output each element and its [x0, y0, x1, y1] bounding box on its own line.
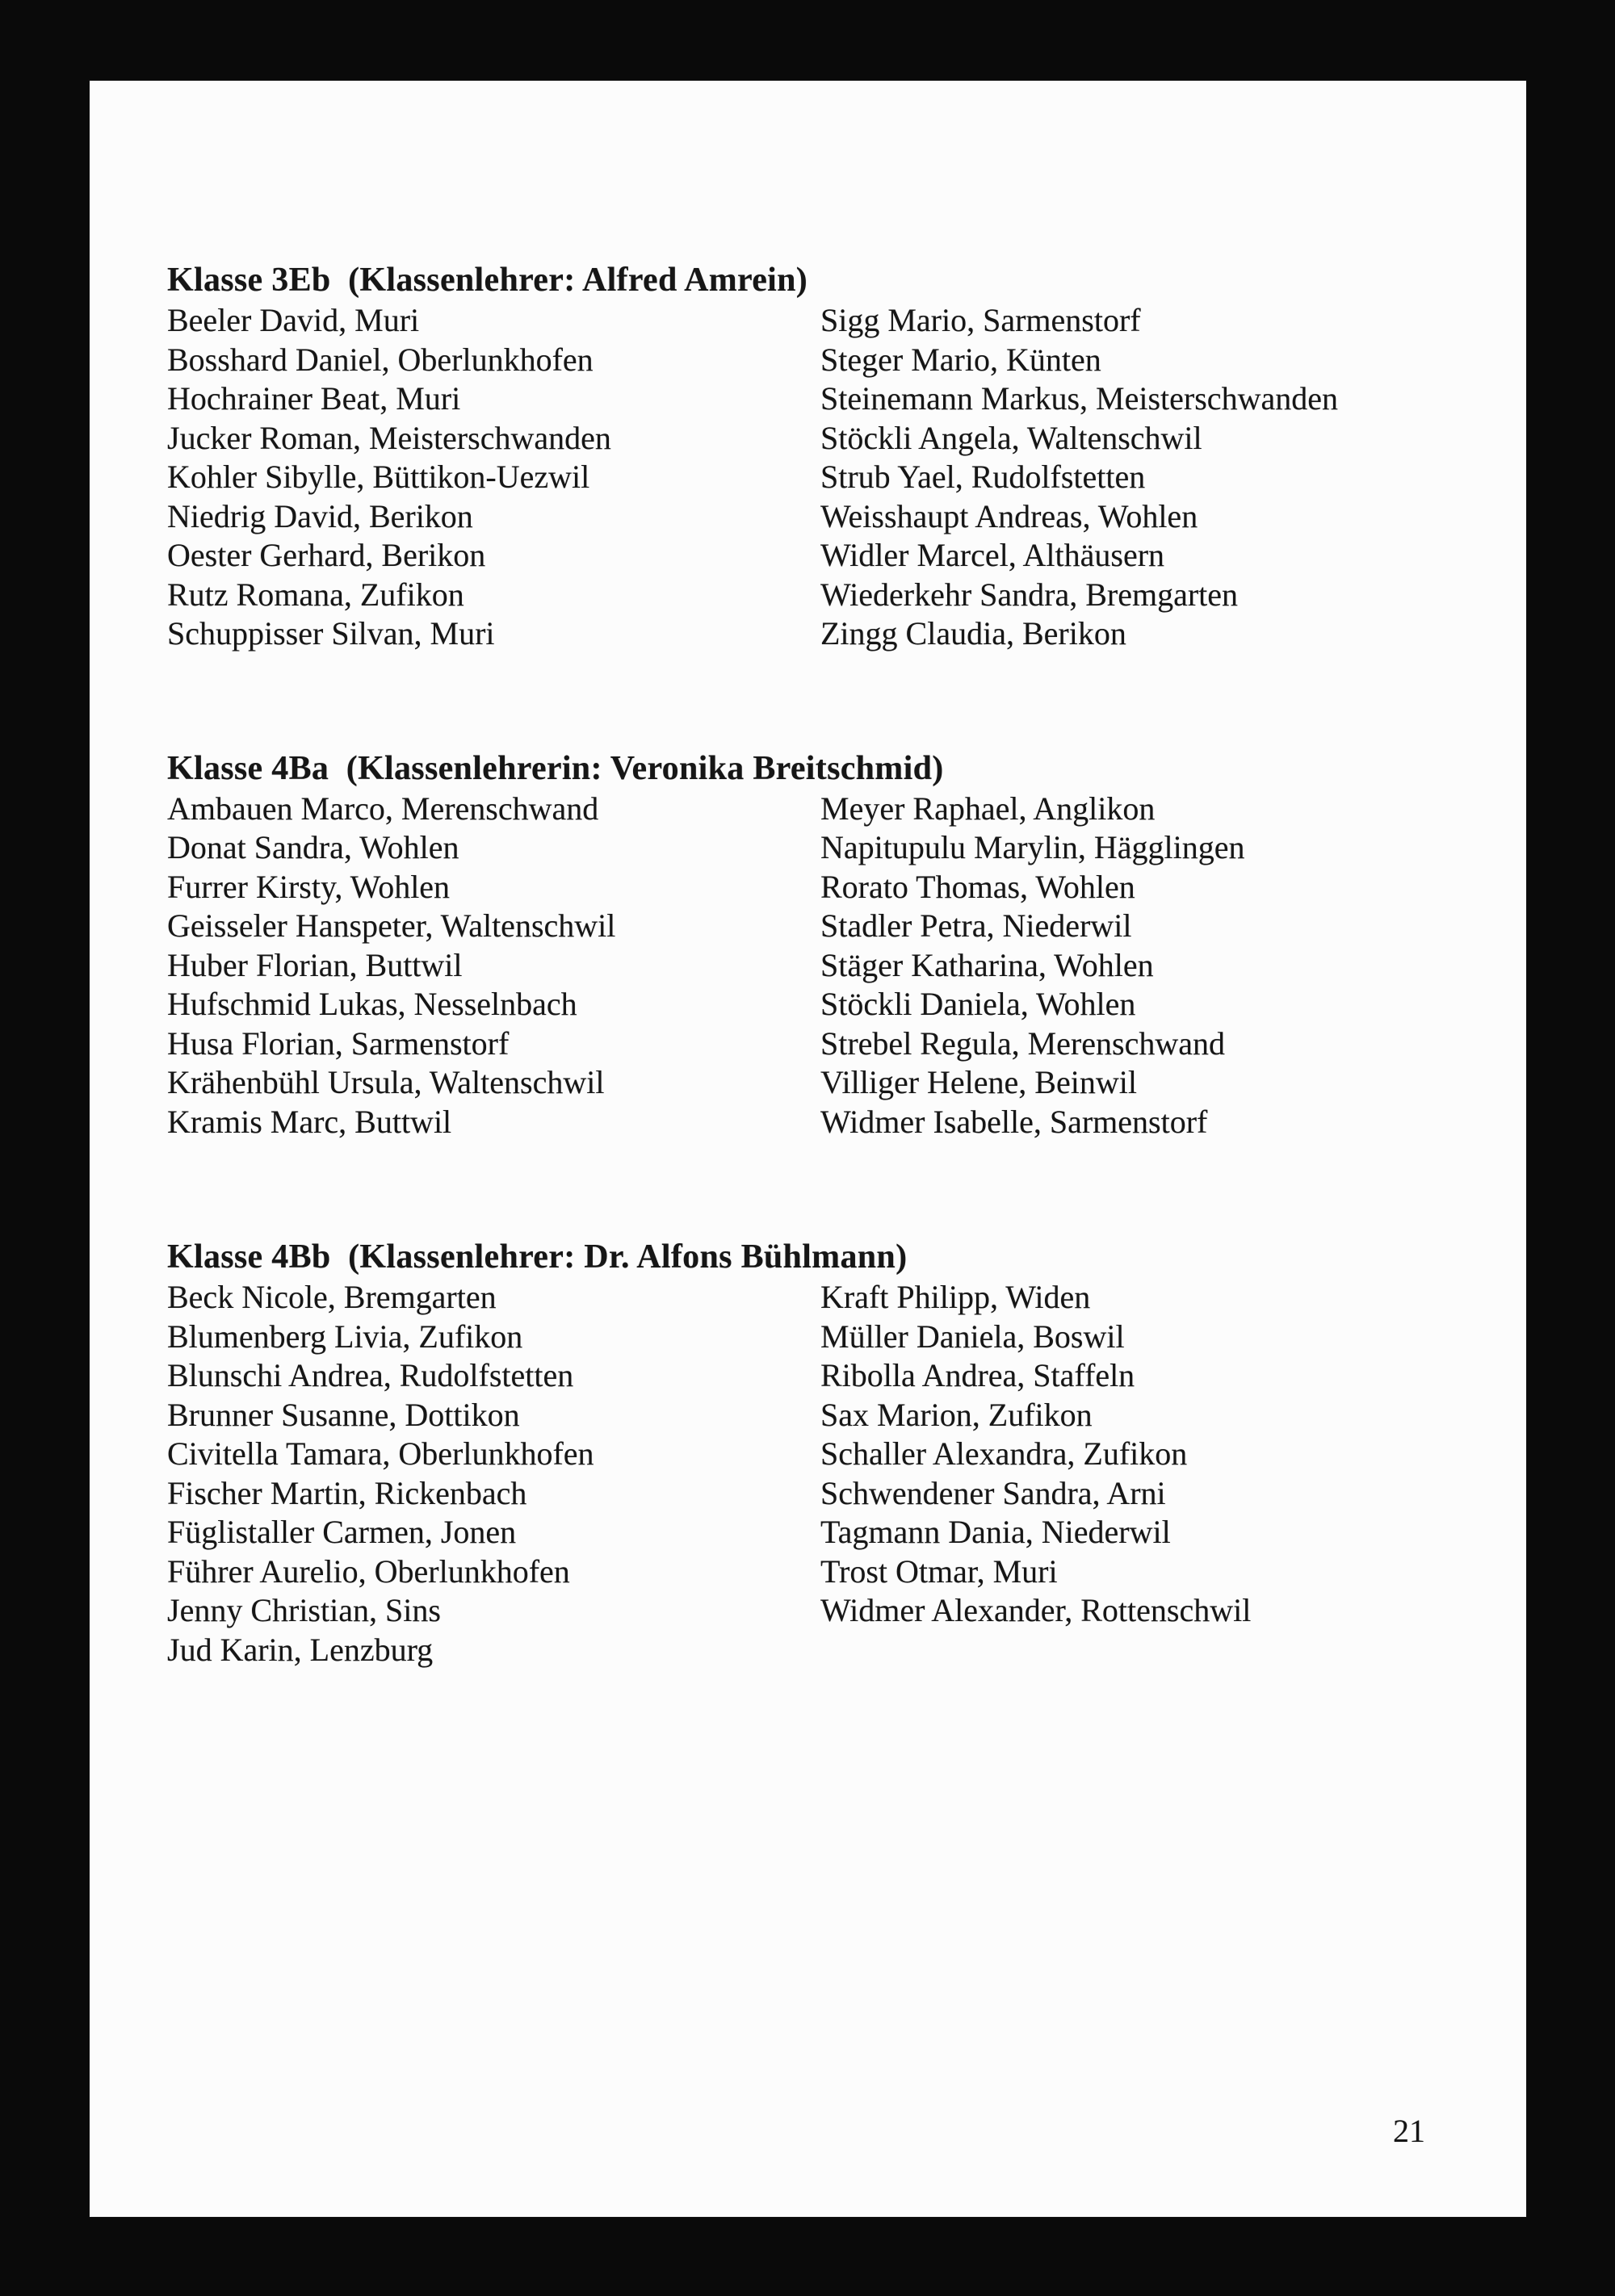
student-entry: Ribolla Andrea, Staffeln — [820, 1357, 1135, 1393]
two-column-list — [167, 301, 1518, 654]
page-content — [167, 81, 1518, 2217]
student-entry: Rutz Romana, Zufikon — [167, 576, 464, 613]
student-entry: Kraft Philipp, Widen — [820, 1279, 1091, 1315]
student-entry: Jucker Roman, Meisterschwanden — [167, 419, 611, 456]
student-entry: Wiederkehr Sandra, Bremgarten — [820, 576, 1239, 613]
student-entry: Furrer Kirsty, Wohlen — [167, 868, 451, 905]
student-column-left — [167, 790, 820, 1142]
student-entry: Beeler David, Muri — [167, 302, 420, 338]
student-entry: Husa Florian, Sarmenstorf — [167, 1024, 510, 1062]
student-column-right — [820, 301, 1518, 654]
student-entry: Sax Marion, Zufikon — [820, 1396, 1093, 1433]
student-entry: Widmer Alexander, Rottenschwil — [820, 1592, 1252, 1628]
student-entry: Widler Marcel, Althäusern — [820, 537, 1165, 573]
student-entry: Hufschmid Lukas, Nesselnbach — [167, 986, 577, 1022]
student-entry: Weisshaupt Andreas, Wohlen — [820, 497, 1198, 534]
student-entry: Schaller Alexandra, Zufikon — [820, 1435, 1188, 1472]
student-entry: Krähenbühl Ursula, Waltenschwil — [167, 1064, 605, 1100]
student-entry: Stäger Katharina, Wohlen — [820, 946, 1154, 983]
class-heading: Klasse 4Ba (Klassenlehrerin: Veronika Breitschmid) — [167, 749, 944, 787]
student-column-right — [820, 790, 1518, 1142]
class-heading: Klasse 4Bb (Klassenlehrer: Dr. Alfons Bühlmann) — [167, 1238, 908, 1276]
student-entry: Villiger Helene, Beinwil — [820, 1064, 1137, 1100]
student-entry: Tagmann Dania, Niederwil — [820, 1514, 1171, 1550]
student-entry: Civitella Tamara, Oberlunkhofen — [167, 1435, 594, 1472]
student-entry: Blunschi Andrea, Rudolfstetten — [167, 1357, 574, 1393]
student-entry: Brunner Susanne, Dottikon — [167, 1396, 520, 1433]
student-entry: Beck Nicole, Bremgarten — [167, 1279, 497, 1315]
section-klasse-3eb — [167, 259, 1518, 654]
student-entry: Jenny Christian, Sins — [167, 1592, 441, 1628]
student-entry: Sigg Mario, Sarmenstorf — [820, 302, 1141, 338]
student-entry: Strebel Regula, Merenschwand — [820, 1024, 1225, 1062]
document-page — [90, 81, 1526, 2217]
student-entry: Fischer Martin, Rickenbach — [167, 1474, 527, 1511]
student-entry: Führer Aurelio, Oberlunkhofen — [167, 1552, 570, 1590]
student-entry: Zingg Claudia, Berikon — [820, 615, 1126, 652]
student-entry: Trost Otmar, Muri — [820, 1552, 1058, 1590]
section-klasse-4bb — [167, 1236, 1518, 1670]
student-entry: Rorato Thomas, Wohlen — [820, 868, 1135, 905]
student-entry: Huber Florian, Buttwil — [167, 946, 463, 983]
student-entry: Steinemann Markus, Meisterschwanden — [820, 380, 1338, 417]
student-entry: Blumenberg Livia, Zufikon — [167, 1318, 523, 1355]
student-entry: Stöckli Angela, Waltenschwil — [820, 419, 1202, 456]
student-entry: Strub Yael, Rudolfstetten — [820, 459, 1146, 495]
student-entry: Schuppisser Silvan, Muri — [167, 615, 495, 652]
student-column-right — [820, 1278, 1518, 1631]
student-entry: Kohler Sibylle, Büttikon-Uezwil — [167, 459, 590, 495]
student-entry: Bosshard Daniel, Oberlunkhofen — [167, 341, 594, 378]
student-entry: Füglistaller Carmen, Jonen — [167, 1514, 517, 1550]
student-entry: Steger Mario, Künten — [820, 341, 1101, 378]
student-entry: Napitupulu Marylin, Hägglingen — [820, 829, 1245, 865]
student-entry: Stöckli Daniela, Wohlen — [820, 986, 1136, 1022]
student-entry: Meyer Raphael, Anglikon — [820, 790, 1156, 827]
student-entry: Jud Karin, Lenzburg — [167, 1631, 434, 1668]
student-column-left — [167, 301, 820, 654]
student-entry: Donat Sandra, Wohlen — [167, 829, 459, 865]
class-heading: Klasse 3Eb (Klassenlehrer: Alfred Amrein) — [167, 262, 808, 299]
student-column-left — [167, 1278, 820, 1670]
student-entry: Stadler Petra, Niederwil — [820, 907, 1132, 944]
student-entry: Geisseler Hanspeter, Waltenschwil — [167, 907, 616, 944]
section-klasse-4ba — [167, 748, 1518, 1142]
student-entry: Müller Daniela, Boswil — [820, 1318, 1125, 1355]
student-entry: Oester Gerhard, Berikon — [167, 537, 486, 573]
student-entry: Kramis Marc, Buttwil — [167, 1103, 452, 1140]
student-entry: Hochrainer Beat, Muri — [167, 380, 461, 417]
student-entry: Ambauen Marco, Merenschwand — [167, 790, 599, 827]
page-number: 21 — [1393, 2113, 1425, 2149]
two-column-list — [167, 1278, 1518, 1670]
student-entry: Niedrig David, Berikon — [167, 497, 473, 534]
student-entry: Schwendener Sandra, Arni — [820, 1474, 1166, 1511]
student-entry: Widmer Isabelle, Sarmenstorf — [820, 1103, 1208, 1140]
two-column-list — [167, 790, 1518, 1142]
